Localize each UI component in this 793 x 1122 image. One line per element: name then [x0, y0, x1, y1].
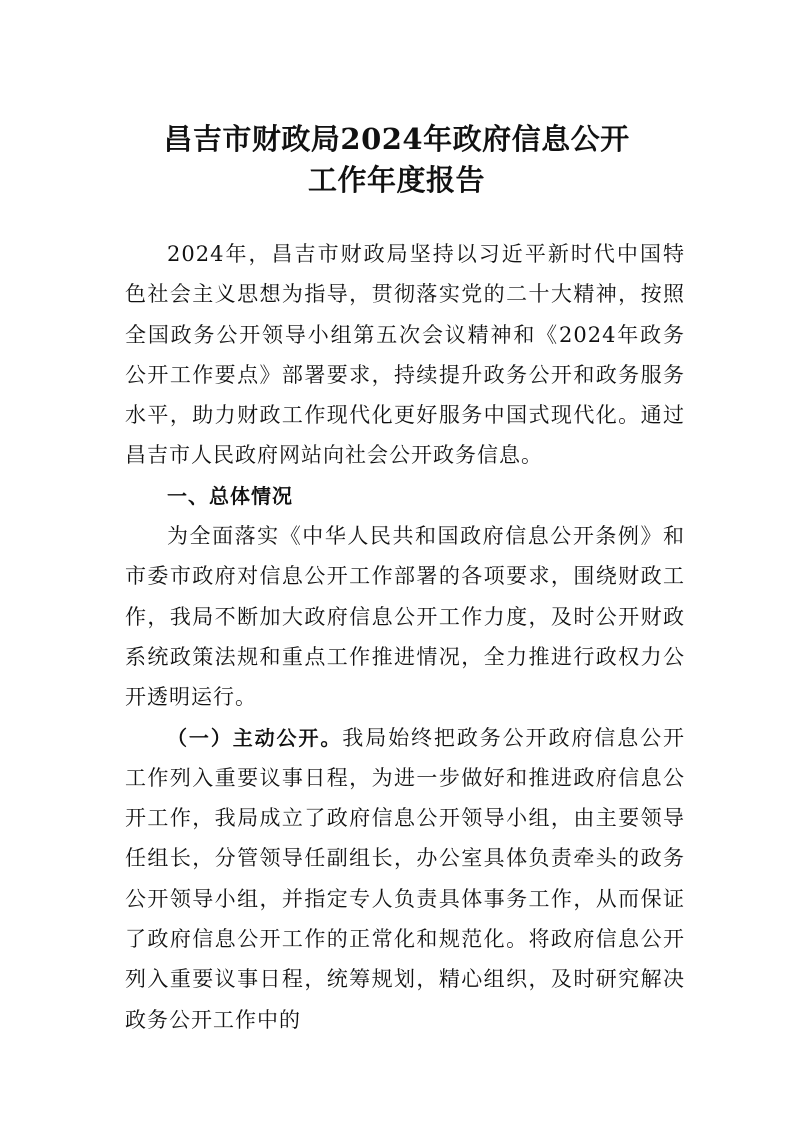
report-title-line-2: 工作年度报告 [307, 163, 485, 197]
active-disclosure-text: 我局始终把政务公开政府信息公开工作列入重要议事日程，为进一步做好和推进政府信息公开工作，我局成立了政府信息公开领导小组，由主要领导任组长，分管领导任副组长，办公室具体负责牵头的政务公开领导小组，并指定专人负责具体事务工作，从而保证了政府信息公开工作的正常化和规范化。将政府信息公开列入重要议事日程，统筹规划，精心组织，及时研究解决政务公开工作中的 [125, 725, 686, 1032]
intro-paragraph: 2024年，昌吉市财政局坚持以习近平新时代中国特色社会主义思想为指导，贯彻落实党的二十大精神，按照全国政务公开领导小组第五次会议精神和《2024年政务公开工作要点》部署要求，持续提升政务公开和政务服务水平，助力财政工作现代化更好服务中国式现代化。通过昌吉市人民政府网站向社会公开政务信息。 [125, 242, 685, 468]
section-heading-overview: 一、总体情况 [167, 483, 293, 508]
active-disclosure-paragraph [125, 718, 685, 1040]
report-title-line-1: 昌吉市财政局2024年政府信息公开 [163, 122, 630, 156]
overview-paragraph: 为全面落实《中华人民共和国政府信息公开条例》和市委市政府对信息公开工作部署的各项要求，围绕财政工作，我局不断加大政府信息公开工作力度，及时公开财政系统政策法规和重点工作推进情况，全力推进行政权力公开透明运行。 [125, 524, 685, 710]
subsection-lead-active-disclosure: （一）主动公开。 [167, 725, 343, 750]
report-body [125, 234, 685, 1040]
